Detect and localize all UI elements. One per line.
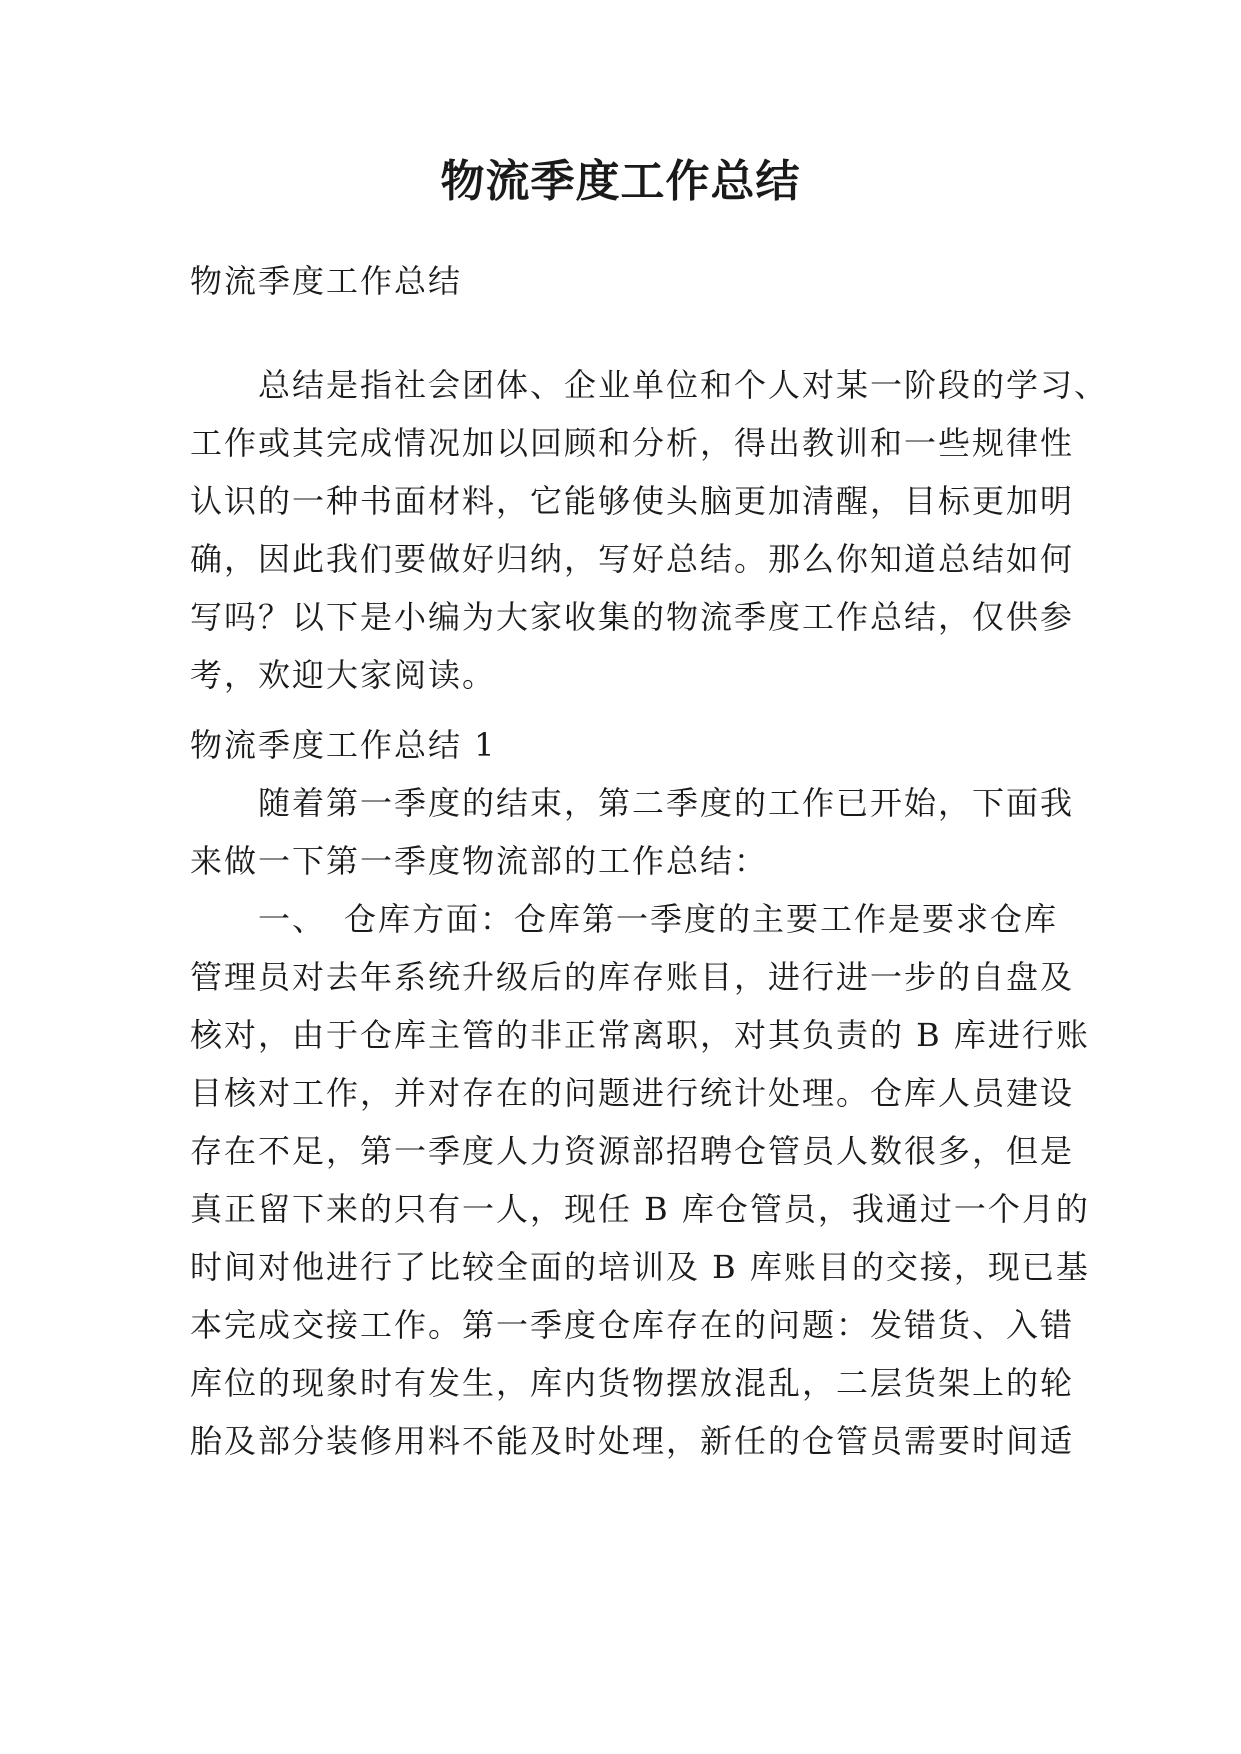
paragraph-line: 工作或其完成情况加以回顾和分析，得出教训和一些规律性	[190, 424, 1075, 462]
paragraph-line: 考，欢迎大家阅读。	[190, 656, 497, 694]
section-paragraph-2	[190, 890, 1090, 1470]
subtitle-text: 物流季度工作总结	[190, 262, 463, 300]
paragraph-line: 本完成交接工作。第一季度仓库存在的问题：发错货、入错	[190, 1306, 1075, 1344]
paragraph-line: 写吗？以下是小编为大家收集的物流季度工作总结，仅供参	[190, 598, 1075, 636]
document-title: 物流季度工作总结	[440, 156, 801, 207]
paragraph-line: 目核对工作，并对存在的问题进行统计处理。仓库人员建设	[190, 1074, 1075, 1112]
paragraph-line: 来做一下第一季度物流部的工作总结：	[190, 842, 769, 880]
paragraph-line: 确，因此我们要做好归纳，写好总结。那么你知道总结如何	[190, 540, 1075, 578]
paragraph-line: 存在不足，第一季度人力资源部招聘仓管员人数很多，但是	[190, 1132, 1075, 1170]
paragraph-line: 一、 仓库方面：仓库第一季度的主要工作是要求仓库	[190, 900, 1059, 938]
paragraph-line: 管理员对去年系统升级后的库存账目，进行进一步的自盘及	[190, 958, 1075, 996]
intro-paragraph	[190, 356, 1109, 704]
paragraph-line: 总结是指社会团体、企业单位和个人对某一阶段的学习、	[190, 366, 1109, 404]
section-paragraph-1	[190, 774, 1075, 890]
paragraph-line: 随着第一季度的结束，第二季度的工作已开始，下面我	[190, 784, 1075, 822]
paragraph-line: 真正留下来的只有一人，现任 B 库仓管员，我通过一个月的	[190, 1190, 1090, 1228]
section-heading	[190, 716, 1050, 774]
document-subtitle	[190, 252, 1050, 310]
paragraph-line: 核对，由于仓库主管的非正常离职，对其负责的 B 库进行账	[190, 1016, 1090, 1054]
paragraph-line: 胎及部分装修用料不能及时处理，新任的仓管员需要时间适	[190, 1422, 1075, 1460]
paragraph-line: 认识的一种书面材料，它能够使头脑更加清醒，目标更加明	[190, 482, 1075, 520]
paragraph-line: 库位的现象时有发生，库内货物摆放混乱，二层货架上的轮	[190, 1364, 1075, 1402]
paragraph-line: 时间对他进行了比较全面的培训及 B 库账目的交接，现已基	[190, 1248, 1090, 1286]
section-heading-text: 物流季度工作总结 1	[190, 726, 497, 764]
